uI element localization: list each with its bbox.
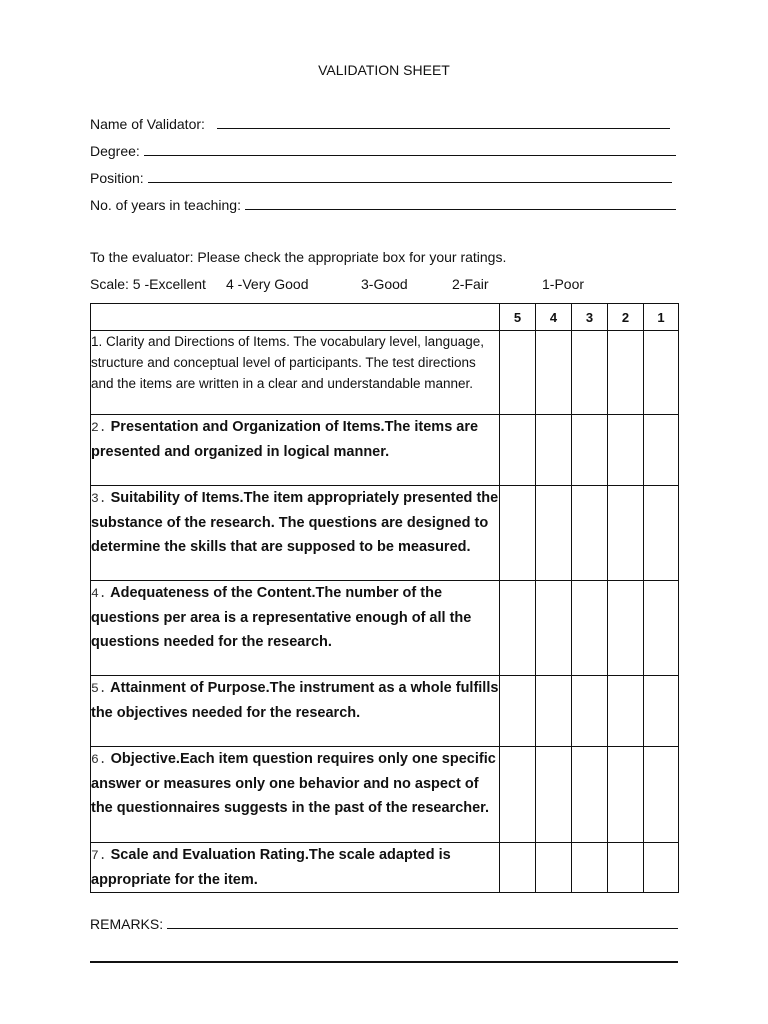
- criterion-text: Clarity and Directions of Items. The vocabulary level, language, structure and conceptual level of participants. The test directions and the items are written in a clear and understandable manner.: [91, 334, 484, 391]
- criterion-number: 1.: [91, 334, 103, 349]
- rating-checkbox-4[interactable]: [536, 747, 572, 843]
- table-row: [91, 581, 679, 676]
- rating-checkbox-2[interactable]: [608, 747, 644, 843]
- rating-checkbox-4[interactable]: [536, 415, 572, 486]
- table-row: [91, 415, 679, 486]
- remarks-label: REMARKS:: [90, 916, 164, 932]
- rating-checkbox-2[interactable]: [608, 581, 644, 676]
- rating-checkbox-1[interactable]: [644, 331, 679, 415]
- rating-checkbox-5[interactable]: [500, 415, 536, 486]
- criterion-cell: [91, 486, 500, 581]
- rating-checkbox-2[interactable]: [608, 486, 644, 581]
- years-teaching-label: No. of years in teaching:: [90, 197, 241, 213]
- rating-checkbox-3[interactable]: [572, 331, 608, 415]
- rating-checkbox-3[interactable]: [572, 581, 608, 676]
- rating-checkbox-4[interactable]: [536, 676, 572, 747]
- rating-checkbox-5[interactable]: [500, 581, 536, 676]
- criterion-number: 5.: [91, 681, 107, 696]
- criterion-cell: [91, 581, 500, 676]
- rating-header-5: 5: [500, 304, 536, 331]
- rating-header-2: 2: [608, 304, 644, 331]
- criterion-cell: [91, 415, 500, 486]
- criterion-number: 7.: [91, 848, 107, 863]
- rating-checkbox-1[interactable]: [644, 581, 679, 676]
- criterion-text: Scale and Evaluation Rating.The scale adapted is appropriate for the item.: [91, 847, 451, 888]
- criterion-number: 6.: [91, 752, 107, 767]
- rating-checkbox-3[interactable]: [572, 676, 608, 747]
- rating-checkbox-1[interactable]: [644, 415, 679, 486]
- rating-checkbox-3[interactable]: [572, 415, 608, 486]
- rating-checkbox-2[interactable]: [608, 843, 644, 893]
- criterion-text: Attainment of Purpose.The instrument as a whole fulfills the objectives needed for the research.: [91, 680, 499, 721]
- criterion-number: 4.: [91, 586, 107, 601]
- validator-name-field[interactable]: [90, 116, 670, 132]
- rating-checkbox-2[interactable]: [608, 676, 644, 747]
- table-row: [91, 486, 679, 581]
- rating-checkbox-5[interactable]: [500, 486, 536, 581]
- page-title: VALIDATION SHEET: [318, 62, 450, 78]
- criterion-text: Suitability of Items.The item appropriately presented the substance of the research. The questions are designed to determine the skills that are supposed to be measured.: [91, 490, 499, 555]
- evaluator-instruction: To the evaluator: Please check the appropriate box for your ratings.: [90, 249, 507, 265]
- position-line[interactable]: [148, 181, 672, 183]
- criterion-cell: [91, 331, 500, 415]
- scale-fair: 2-Fair: [452, 276, 489, 292]
- rating-checkbox-5[interactable]: [500, 747, 536, 843]
- rating-header-1: 1: [644, 304, 679, 331]
- rating-checkbox-2[interactable]: [608, 415, 644, 486]
- degree-line[interactable]: [144, 154, 676, 156]
- rating-checkbox-5[interactable]: [500, 676, 536, 747]
- table-row: [91, 331, 679, 415]
- rating-checkbox-3[interactable]: [572, 486, 608, 581]
- scale-very-good: 4 -Very Good: [226, 276, 309, 292]
- criterion-text: Adequateness of the Content.The number of the questions per area is a representative enough of all the questions needed for the research.: [91, 585, 472, 650]
- rating-checkbox-4[interactable]: [536, 581, 572, 676]
- scale-good: 3-Good: [361, 276, 408, 292]
- rating-header-row: [91, 304, 679, 331]
- rating-scale: [0, 276, 768, 294]
- criterion-cell: [91, 747, 500, 843]
- criterion-number: 2.: [91, 420, 107, 435]
- years-teaching-line[interactable]: [245, 208, 676, 210]
- criteria-header-cell: [91, 304, 500, 331]
- rating-checkbox-3[interactable]: [572, 843, 608, 893]
- rating-checkbox-5[interactable]: [500, 843, 536, 893]
- table-row: [91, 747, 679, 843]
- rating-checkbox-1[interactable]: [644, 843, 679, 893]
- degree-field[interactable]: [90, 143, 676, 159]
- rating-header-4: 4: [536, 304, 572, 331]
- remarks-field[interactable]: [90, 916, 678, 932]
- criterion-cell: [91, 676, 500, 747]
- validator-name-label: Name of Validator:: [90, 116, 205, 132]
- criterion-text: Presentation and Organization of Items.The items are presented and organized in logical manner.: [91, 419, 479, 460]
- rating-checkbox-1[interactable]: [644, 676, 679, 747]
- validator-name-line[interactable]: [217, 127, 670, 129]
- degree-label: Degree:: [90, 143, 140, 159]
- rating-checkbox-4[interactable]: [536, 843, 572, 893]
- position-field[interactable]: [90, 170, 672, 186]
- table-row: [91, 843, 679, 893]
- criterion-cell: [91, 843, 500, 893]
- rating-checkbox-1[interactable]: [644, 747, 679, 843]
- rating-header-3: 3: [572, 304, 608, 331]
- table-row: [91, 676, 679, 747]
- position-label: Position:: [90, 170, 144, 186]
- scale-poor: 1-Poor: [542, 276, 585, 292]
- remarks-bottom-line[interactable]: [90, 961, 678, 963]
- rating-checkbox-3[interactable]: [572, 747, 608, 843]
- criterion-text: Objective.Each item question requires only one specific answer or measures only one behavior and no aspect of the questionnaires suggests in the past of the researcher.: [91, 751, 496, 816]
- rating-table: [90, 303, 679, 893]
- rating-checkbox-4[interactable]: [536, 486, 572, 581]
- criterion-number: 3.: [91, 491, 107, 506]
- rating-checkbox-2[interactable]: [608, 331, 644, 415]
- scale-excellent: Scale: 5 -Excellent: [90, 276, 206, 292]
- remarks-line[interactable]: [167, 928, 678, 929]
- rating-checkbox-1[interactable]: [644, 486, 679, 581]
- rating-checkbox-5[interactable]: [500, 331, 536, 415]
- rating-checkbox-4[interactable]: [536, 331, 572, 415]
- years-teaching-field[interactable]: [90, 197, 676, 213]
